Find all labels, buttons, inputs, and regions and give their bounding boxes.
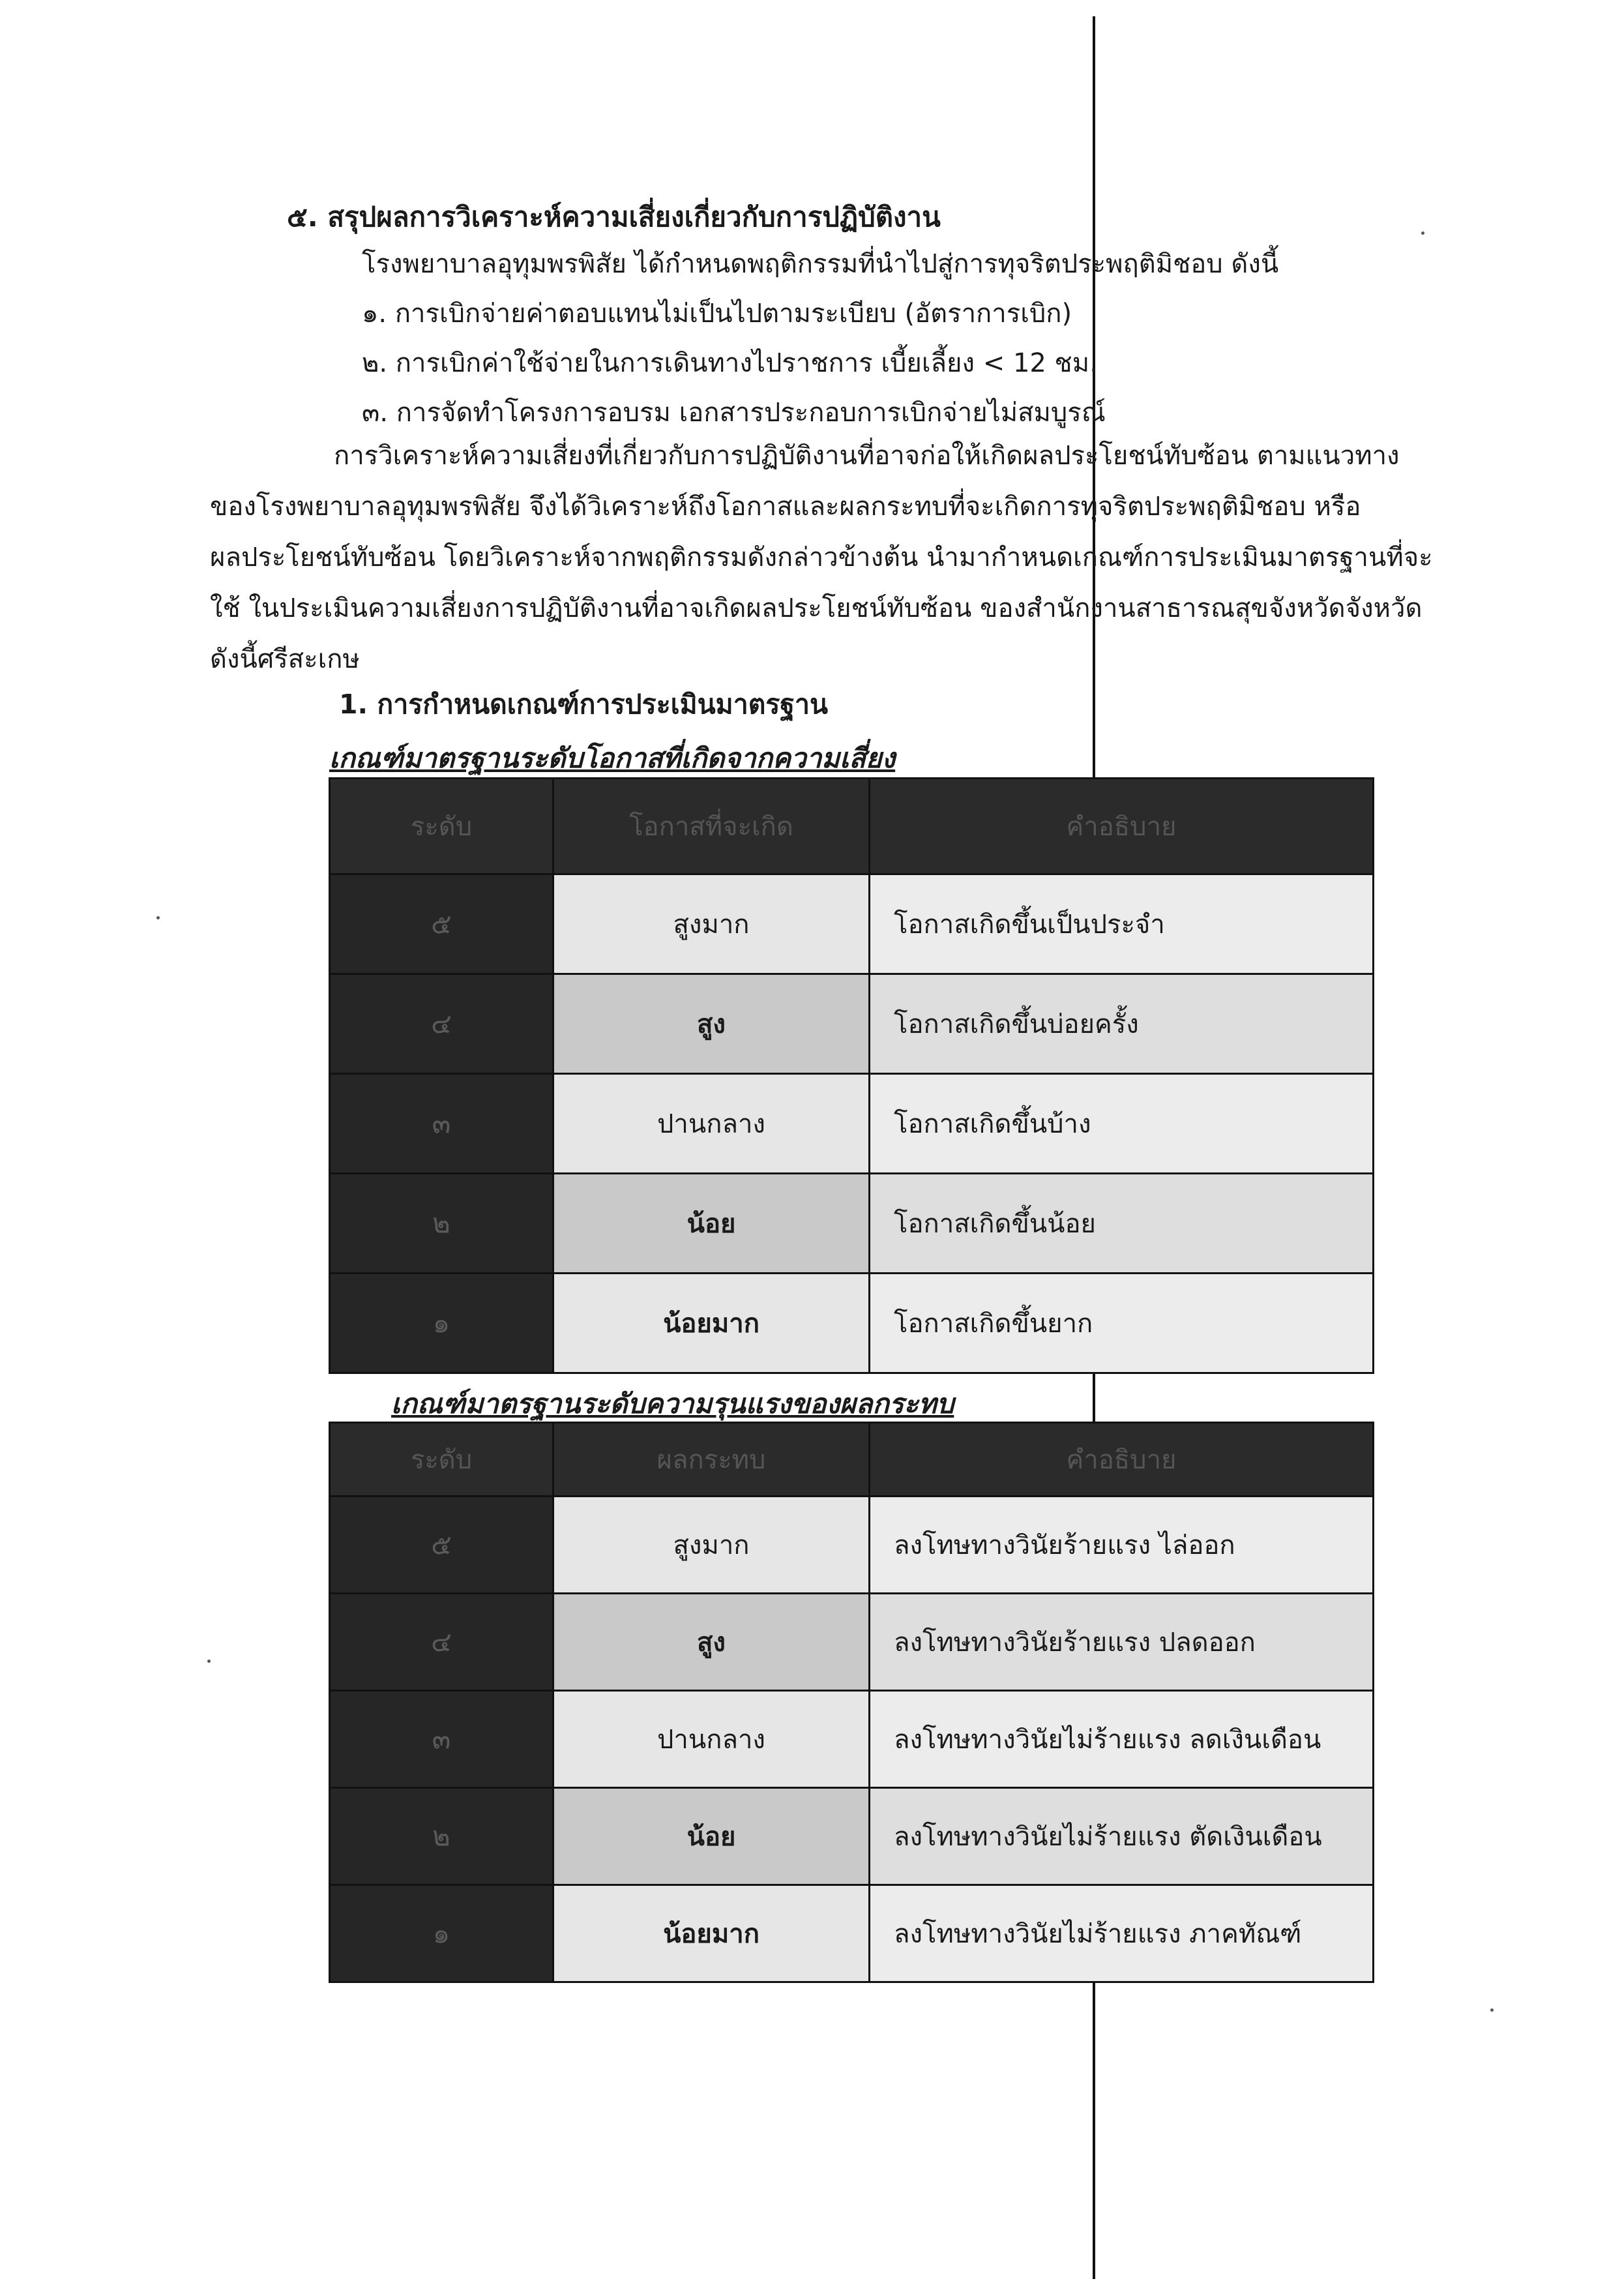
description-cell: โอกาสเกิดขึ้นบ้าง: [870, 1074, 1374, 1174]
scan-speck: [156, 916, 160, 919]
level-cell: ๕: [330, 1497, 553, 1594]
description-cell: ลงโทษทางวินัยไม่ร้ายแรง ภาคทัณฑ์: [870, 1885, 1374, 1982]
table-row: [330, 1691, 1374, 1788]
table-row: [330, 1497, 1374, 1594]
impact-cell: สูงมาก: [553, 1497, 870, 1594]
likelihood-cell: น้อย: [553, 1174, 870, 1274]
section-heading: ๕. สรุปผลการวิเคราะห์ความเสี่ยงเกี่ยวกับการปฏิบัติงาน: [287, 201, 941, 233]
paragraph-line: การวิเคราะห์ความเสี่ยงที่เกี่ยวกับการปฏิบัติงานที่อาจก่อให้เกิดผลประโยชน์ทับซ้อน ตามแนวทาง: [334, 441, 1400, 471]
description-cell: ลงโทษทางวินัยร้ายแรง ปลดออก: [870, 1594, 1374, 1691]
analysis-paragraph: [210, 430, 1462, 685]
impact-criteria-table: [329, 1422, 1374, 1983]
paragraph-line: ดังนี้ศรีสะเกษ: [210, 644, 360, 674]
description-cell: ลงโทษทางวินัยไม่ร้ายแรง ตัดเงินเดือน: [870, 1788, 1374, 1885]
header-level: ระดับ: [330, 779, 553, 874]
scan-speck: [1490, 2008, 1494, 2012]
table-row: [330, 874, 1374, 974]
likelihood-cell: น้อยมาก: [553, 1274, 870, 1373]
likelihood-criteria-table: [329, 777, 1374, 1374]
subheading: 1. การกำหนดเกณฑ์การประเมินมาตรฐาน: [339, 689, 829, 720]
table-row: [330, 1594, 1374, 1691]
list-item: ๑. การเบิกจ่ายค่าตอบแทนไม่เป็นไปตามระเบียบ (อัตราการเบิก): [362, 299, 1072, 329]
level-cell: ๔: [330, 974, 553, 1074]
table-row: [330, 1885, 1374, 1982]
description-cell: โอกาสเกิดขึ้นน้อย: [870, 1174, 1374, 1274]
header-impact: ผลกระทบ: [553, 1423, 870, 1497]
description-cell: ลงโทษทางวินัยไม่ร้ายแรง ลดเงินเดือน: [870, 1691, 1374, 1788]
description-cell: โอกาสเกิดขึ้นบ่อยครั้ง: [870, 974, 1374, 1074]
scan-speck: [207, 1660, 211, 1663]
table-header-row: [330, 1423, 1374, 1497]
header-likelihood: โอกาสที่จะเกิด: [553, 779, 870, 874]
table-row: [330, 1788, 1374, 1885]
level-cell: ๒: [330, 1174, 553, 1274]
header-description: คำอธิบาย: [870, 1423, 1374, 1497]
level-cell: ๔: [330, 1594, 553, 1691]
description-cell: โอกาสเกิดขึ้นเป็นประจำ: [870, 874, 1374, 974]
level-cell: ๑: [330, 1274, 553, 1373]
level-cell: ๕: [330, 874, 553, 974]
list-item: ๓. การจัดทำโครงการอบรม เอกสารประกอบการเบิกจ่ายไม่สมบูรณ์: [362, 398, 1106, 428]
header-level: ระดับ: [330, 1423, 553, 1497]
level-cell: ๓: [330, 1074, 553, 1174]
table-row: [330, 1074, 1374, 1174]
paragraph-line: ของโรงพยาบาลอุทุมพรพิสัย จึงได้วิเคราะห์ถึงโอกาสและผลกระทบที่จะเกิดการทุจริตประพฤติมิชอบ หรือ: [210, 492, 1361, 522]
level-cell: ๑: [330, 1885, 553, 1982]
table-row: [330, 1174, 1374, 1274]
level-cell: ๒: [330, 1788, 553, 1885]
impact-cell: น้อย: [553, 1788, 870, 1885]
table2-caption: เกณฑ์มาตรฐานระดับความรุนแรงของผลกระทบ: [391, 1388, 954, 1420]
table-row: [330, 974, 1374, 1074]
impact-cell: น้อยมาก: [553, 1885, 870, 1982]
list-item: ๒. การเบิกค่าใช้จ่ายในการเดินทางไปราชการ เบี้ยเลี้ยง < 12 ชม.: [362, 348, 1098, 378]
scan-speck: [1421, 231, 1424, 235]
impact-cell: สูง: [553, 1594, 870, 1691]
paragraph-line: ผลประโยชน์ทับซ้อน โดยวิเคราะห์จากพฤติกรรมดังกล่าวข้างต้น นำมากำหนดเกณฑ์การประเมินมาตรฐานที่จะ: [210, 543, 1433, 573]
description-cell: โอกาสเกิดขึ้นยาก: [870, 1274, 1374, 1373]
likelihood-cell: ปานกลาง: [553, 1074, 870, 1174]
table-header-row: [330, 779, 1374, 874]
likelihood-cell: สูงมาก: [553, 874, 870, 974]
impact-cell: ปานกลาง: [553, 1691, 870, 1788]
likelihood-cell: สูง: [553, 974, 870, 1074]
table-row: [330, 1274, 1374, 1373]
description-cell: ลงโทษทางวินัยร้ายแรง ไล่ออก: [870, 1497, 1374, 1594]
table1-caption: เกณฑ์มาตรฐานระดับโอกาสที่เกิดจากความเสี่ยง: [329, 742, 896, 774]
intro-line: โรงพยาบาลอุทุมพรพิสัย ได้กำหนดพฤติกรรมที่นำไปสู่การทุจริตประพฤติมิชอบ ดังนี้: [362, 249, 1279, 279]
paragraph-line: ใช้ ในประเมินความเสี่ยงการปฏิบัติงานที่อาจเกิดผลประโยชน์ทับซ้อน ของสำนักงานสาธารณสุขจังหวัดจังหวัด: [210, 593, 1423, 623]
level-cell: ๓: [330, 1691, 553, 1788]
header-description: คำอธิบาย: [870, 779, 1374, 874]
